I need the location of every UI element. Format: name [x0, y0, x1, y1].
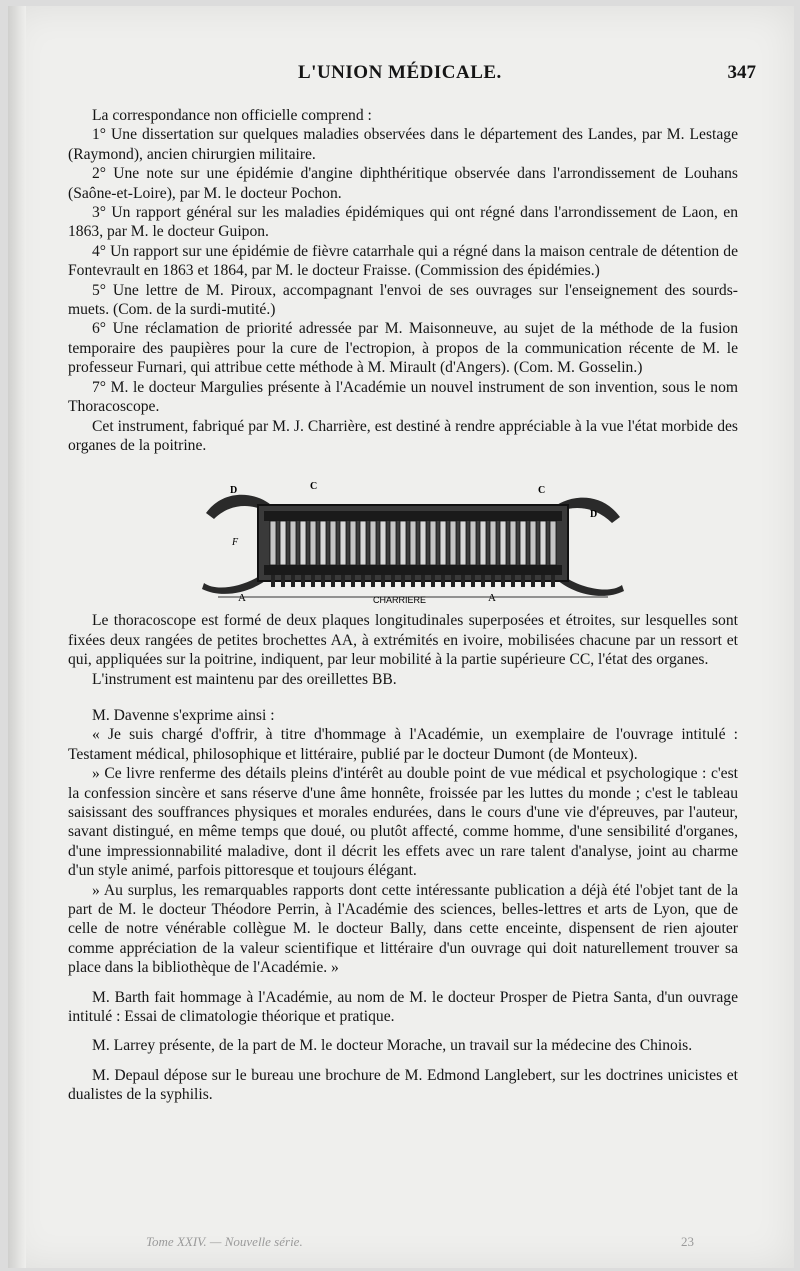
brochette-tip: [381, 575, 385, 587]
paragraph: 7° M. le docteur Margulies présente à l'Académie un nouvel instrument de son invention, sous le nom Thoracoscope.: [68, 378, 738, 416]
brochette: [400, 521, 406, 565]
brochette: [420, 521, 426, 565]
brochette-tip: [451, 575, 455, 587]
paragraph: » Ce livre renferme des détails pleins d'intérêt au double point de vue médical et psychologique : c'est la confession sincère et sans réserve d'une âme honnête, froissée par les luttes du monde ; c'est le tableau saisissant des souffrances physiques et morales endurées, dans le cours d'une vie d'épreuves, par l'auteur, savant distingué, en même temps que doué, ou plutôt affecté, comme homme, d'une sensibilité d'organes, d'une impressionnabilité maladive, dont il décrit les effets avec un rare talent d'analyse, joint au charme d'un style animé, parfois pittoresque et toujours élégant.: [68, 765, 738, 880]
brochette: [550, 521, 556, 565]
paragraph: 6° Une réclamation de priorité adressée par M. Maisonneuve, au sujet de la méthode de la fusion temporaire des paupières pour la cure de l'ectropion, à propos de la communication récente de M. le professeur Furnari, qui attribue cette méthode à M. Mirault (d'Angers). (Com. M. Gosselin.): [68, 320, 738, 377]
brochette: [380, 521, 386, 565]
brochette-tip: [481, 575, 485, 587]
brochette-tip: [321, 575, 325, 587]
brochette-tip: [541, 575, 545, 587]
page: [8, 6, 794, 1268]
paragraph: 1° Une dissertation sur quelques maladies observées dans le département des Landes, par M. Lestage (Raymond), ancien chirurgien militaire.: [68, 126, 738, 163]
brochette-tip: [341, 575, 345, 587]
brochettes: [270, 521, 556, 587]
brochette: [350, 521, 356, 565]
brochette: [530, 521, 536, 565]
brochette: [410, 521, 416, 565]
page-header: [8, 60, 794, 90]
paragraph: 5° Une lettre de M. Piroux, accompagnant l'envoi de ses ouvrages sur l'enseignement des sourds-muets. (Com. de la surdi-mutité.): [68, 281, 738, 319]
brochette-tip: [291, 575, 295, 587]
page-edge: [8, 6, 26, 1268]
brochette-tip: [441, 575, 445, 587]
paragraph: Cet instrument, fabriqué par M. J. Charrière, est destiné à rendre appréciable à la vue l'état morbide des organes de la poitrine.: [68, 417, 738, 454]
paragraph: La correspondance non officielle comprend :: [92, 107, 372, 124]
brochette: [460, 521, 466, 565]
paragraph: 2° Une note sur une épidémie d'angine diphthéritique observée dans l'arrondissement de Louhans (Saône-et-Loire), par M. le docteur Pochon.: [68, 165, 738, 202]
brochette: [450, 521, 456, 565]
brochette-tip: [461, 575, 465, 587]
paragraph: Le thoracoscope est formé de deux plaques longitudinales superposées et étroites, sur lesquelles sont fixées deux rangées de petites brochettes AA, à extrémités en ivoire, mobilisées chacune par un ressort et qui, appliquées sur la poitrine, indiquent, par leur mobilité à la partie supérieure CC, l'état des organes.: [68, 612, 738, 669]
brochette: [390, 521, 396, 565]
brochette-tip: [301, 575, 305, 587]
brochette-tip: [521, 575, 525, 587]
paragraph: L'instrument est maintenu par des oreillettes BB.: [92, 670, 397, 688]
brochette: [320, 521, 326, 565]
brochette: [280, 521, 286, 565]
label-d-left: D: [230, 485, 238, 497]
brochette: [290, 521, 296, 565]
running-title: L'UNION MÉDICALE.: [298, 62, 502, 83]
brochette: [480, 521, 486, 565]
brochette: [330, 521, 336, 565]
brochette: [300, 521, 306, 565]
brochette-tip: [551, 575, 555, 587]
footer-text: Tome XXIV. — Nouvelle série.: [146, 1234, 303, 1249]
brochette: [510, 521, 516, 565]
brochette-tip: [401, 575, 405, 587]
brochette-tip: [281, 575, 285, 587]
paragraph: « Je suis chargé d'offrir, à titre d'hommage à l'Académie, un exemplaire de l'ouvrage intitulé : Testament médical, philosophique et littéraire, publié par le docteur Dumont (de Monteux).: [68, 726, 738, 763]
paragraph: » Au surplus, les remarquables rapports dont cette intéressante publication a déjà été l'objet tant de la part de M. le docteur Théodore Perrin, à l'Académie des sciences, belles-lettres et arts de Lyon, que de celle de notre vénérable collègue M. le docteur Bally, dans cette enceinte, dispensent de rien ajouter comme appréciation de la valeur scientifique et littéraire d'un ouvrage qui doit naturellement trouver sa place dans la bibliothèque de l'Académie. »: [68, 881, 738, 977]
brochette-tip: [491, 575, 495, 587]
brochette-tip: [431, 575, 435, 587]
brochette: [500, 521, 506, 565]
brochette: [310, 521, 316, 565]
brochette-tip: [471, 575, 475, 587]
brochette-tip: [361, 575, 365, 587]
brochette: [470, 521, 476, 565]
paragraph: 3° Un rapport général sur les maladies épidémiques qui ont régné dans l'arrondissement de Laon, en 1863, par M. le docteur Guipon.: [68, 204, 738, 241]
label-c-left: C: [310, 481, 318, 493]
brochette: [430, 521, 436, 565]
label-a-right: A: [488, 592, 496, 605]
brochette: [360, 521, 366, 565]
brochette-tip: [511, 575, 515, 587]
label-a-left: A: [238, 592, 246, 605]
thoracoscope-illustration: [198, 465, 628, 607]
brochette-tip: [421, 575, 425, 587]
thoracoscope-figure: [198, 465, 628, 607]
brochette: [340, 521, 346, 565]
body-text: [68, 106, 738, 1105]
label-d-right: D: [590, 509, 598, 521]
label-c-right: C: [538, 485, 546, 497]
brochette: [370, 521, 376, 565]
maker-label: CHARRIERE: [373, 595, 427, 606]
paragraph: M. Larrey présente, de la part de M. le docteur Morache, un travail sur la médecine des Chinois.: [92, 1037, 693, 1055]
label-f: F: [232, 537, 239, 549]
paragraph: 4° Un rapport sur une épidémie de fièvre catarrhale qui a régné dans la maison centrale de détention de Fontevrault en 1863 et 1864, par M. le docteur Fraisse. (Commission des épidémies.): [68, 242, 738, 280]
brochette: [490, 521, 496, 565]
paragraph: M. Depaul dépose sur le bureau une brochure de M. Edmond Langlebert, sur les doctrines unicistes et dualistes de la syphilis.: [68, 1066, 738, 1104]
brochette: [440, 521, 446, 565]
brochette-tip: [351, 575, 355, 587]
brochette: [540, 521, 546, 565]
brochette-tip: [311, 575, 315, 587]
brochette-tip: [411, 575, 415, 587]
brochette-tip: [501, 575, 505, 587]
brochette-tip: [391, 575, 395, 587]
brochette-tip: [271, 575, 275, 587]
brochette: [270, 521, 276, 565]
page-number: 347: [727, 62, 756, 83]
paragraph: M. Davenne s'exprime ainsi :: [92, 706, 275, 724]
brochette: [520, 521, 526, 565]
brochette-tip: [371, 575, 375, 587]
footer-sheet-number: 23: [681, 1234, 694, 1249]
paragraph: M. Barth fait hommage à l'Académie, au nom de M. le docteur Prosper de Pietra Santa, d'un ouvrage intitulé : Essai de climatologie théorique et pratique.: [68, 988, 738, 1026]
brochette-tip: [331, 575, 335, 587]
brochette-tip: [531, 575, 535, 587]
